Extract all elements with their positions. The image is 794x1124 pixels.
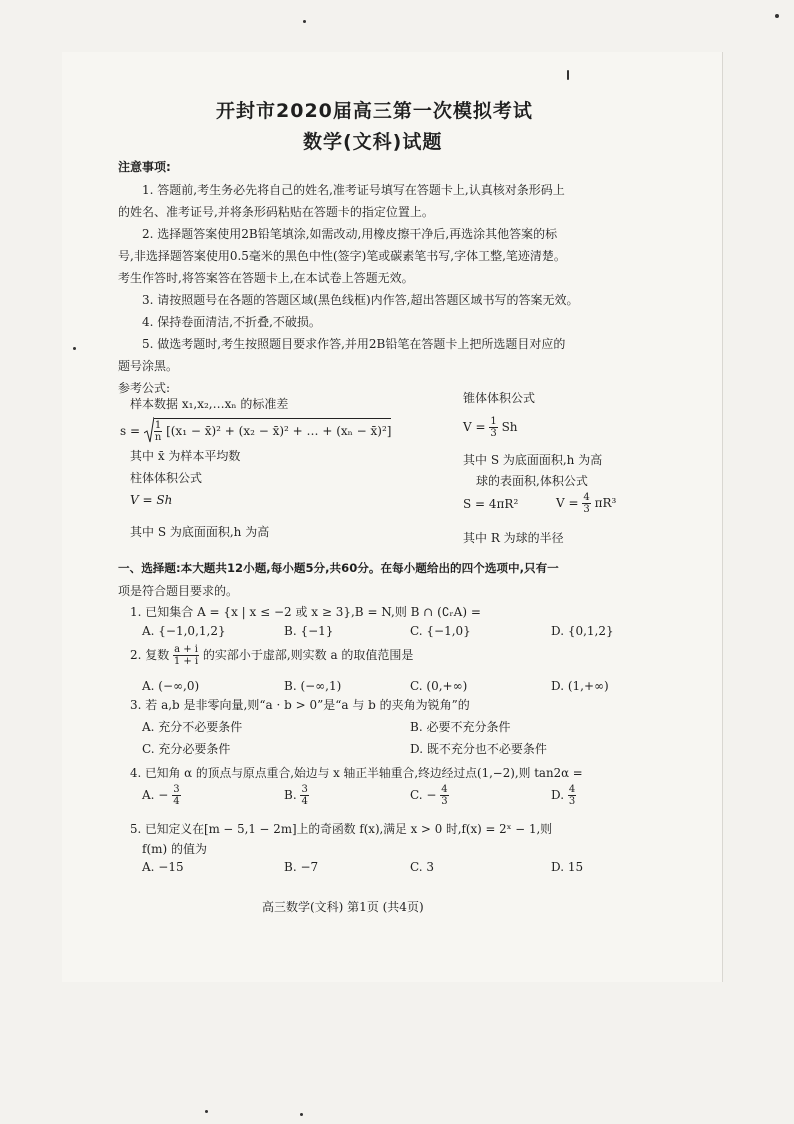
q4-option-d: D. $\frac{4}{3}$ (551, 784, 576, 807)
q5-option-b: B. −7 (284, 860, 319, 874)
note-2a: 2. 选择题答案使用2B铅笔填涂,如需改动,用橡皮擦干净后,再选涂其他答案的标 (142, 227, 558, 241)
q4-stem: 4. 已知角 α 的顶点与原点重合,始边与 x 轴正半轴重合,终边经过点(1,−2),则 tan2α = (130, 766, 583, 780)
q1-stem: 1. 已知集合 A = {x | x ≤ −2 或 x ≥ 3},B = N,则 B ∩ (∁ᵣA) = (130, 605, 481, 619)
note-5a: 5. 做选考题时,考生按照题目要求作答,并用2B铅笔在答题卡上把所选题目对应的 (142, 337, 566, 351)
sqrt-radical (144, 417, 154, 446)
q2-fraction: $\frac{a + i}{1 + i}$ (173, 644, 199, 667)
scan-speck (775, 14, 779, 18)
std-dev-formula (120, 417, 391, 446)
q3-option-a: A. 充分不必要条件 (142, 720, 243, 734)
q2-option-a: A. (−∞,0) (142, 679, 200, 693)
scan-speck (567, 70, 569, 80)
note-2b: 号,非选择题答案使用0.5毫米的黑色中性(签字)笔或碳素笔书写,字体工整,笔迹清楚。 (118, 249, 566, 263)
section1-heading: 一、选择题:本大题共12小题,每小题5分,共60分。在每小题给出的四个选项中,只有一 (118, 561, 559, 575)
q4-option-a: A. − $\frac{3}{4}$ (142, 784, 180, 807)
sqrt-sign-icon (144, 417, 154, 443)
cone-note-b: 球的表面积,体积公式 (476, 474, 588, 488)
note-3: 3. 请按照题号在各题的答题区域(黑色线框)内作答,超出答题区域书写的答案无效。 (142, 293, 579, 307)
cylinder-formula: V = Sh (130, 493, 173, 507)
sphere-fraction: $\frac{4}{3}$ (583, 492, 590, 515)
q2-option-d: D. (1,+∞) (551, 679, 609, 693)
note-5b: 题号涂黑。 (118, 359, 179, 373)
q3-option-b: B. 必要不充分条件 (410, 720, 511, 734)
exam-subtitle: 数学(文科)试题 (303, 131, 443, 153)
cone-note-a: 其中 S 为底面面积,h 为高 (463, 453, 603, 467)
std-dev-body: [(x₁ − x̄)² + (x₂ − x̄)² + … + (xₙ − x̄)²] (166, 424, 392, 438)
q5-stem: 5. 已知定义在[m − 5,1 − 2m]上的奇函数 f(x),满足 x > 0 时,f(x) = 2ˣ − 1,则 (130, 822, 553, 836)
note-1a: 1. 答题前,考生务必先将自己的姓名,准考证号填写在答题卡上,认真核对条形码上 (142, 183, 565, 197)
q2-option-b: B. (−∞,1) (284, 679, 342, 693)
exam-title: 开封市2020届高三第一次模拟考试 (216, 100, 533, 122)
page-footer: 高三数学(文科) 第1页 (共4页) (262, 900, 424, 914)
scan-speck (73, 347, 76, 350)
cylinder-note: 其中 S 为底面面积,h 为高 (130, 525, 270, 539)
formulas-heading: 参考公式: (118, 381, 171, 395)
scan-speck (205, 1110, 208, 1113)
note-4: 4. 保持卷面清洁,不折叠,不破损。 (142, 315, 321, 329)
q5-option-a: A. −15 (142, 860, 184, 874)
q3-option-c: C. 充分必要条件 (142, 742, 231, 756)
q5-option-c: C. 3 (410, 860, 435, 874)
q4-option-b: B. $\frac{3}{4}$ (284, 784, 308, 807)
sphere-volume: V = $\frac{4}{3}$ πR³ (556, 492, 617, 515)
scan-speck (300, 1113, 303, 1116)
cone-label: 锥体体积公式 (463, 391, 536, 405)
q2-stem: 2. 复数 $\frac{a + i}{1 + i}$ 的实部小于虚部,则实数 a 的取值范围是 (130, 644, 414, 667)
q5-stem-cont: f(m) 的值为 (142, 842, 207, 856)
notes-heading: 注意事项: (118, 160, 171, 174)
q1-option-a: A. {−1,0,1,2} (142, 624, 226, 638)
cone-fraction: $\frac{1}{3}$ (490, 416, 497, 439)
q1-option-d: D. {0,1,2} (551, 624, 614, 638)
std-dev-fraction: $\frac{1}{n}$ (154, 420, 162, 443)
std-dev-lhs: s = (120, 424, 141, 438)
sphere-area: S = 4πR² (463, 497, 519, 511)
q1-option-c: C. {−1,0} (410, 624, 471, 638)
q5-option-d: D. 15 (551, 860, 584, 874)
sphere-note: 其中 R 为球的半径 (463, 531, 564, 545)
q4-option-c: C. − $\frac{4}{3}$ (410, 784, 448, 807)
scan-speck (303, 20, 306, 23)
q2-option-c: C. (0,+∞) (410, 679, 468, 693)
note-1b: 的姓名、准考证号,并将条形码粘贴在答题卡的指定位置上。 (118, 205, 434, 219)
q3-option-d: D. 既不充分也不必要条件 (410, 742, 547, 756)
std-dev-label: 样本数据 x₁,x₂,…xₙ 的标准差 (130, 397, 289, 411)
q3-stem: 3. 若 a,b 是非零向量,则“a · b > 0”是“a 与 b 的夹角为锐角”的 (130, 698, 470, 712)
section1-heading-cont: 项是符合题目要求的。 (118, 584, 239, 598)
q1-option-b: B. {−1} (284, 624, 334, 638)
cylinder-label: 柱体体积公式 (130, 471, 203, 485)
std-dev-note: 其中 x̄ 为样本平均数 (130, 449, 241, 463)
cone-formula: V = $\frac{1}{3}$ Sh (463, 416, 518, 439)
note-2c: 考生作答时,将答案答在答题卡上,在本试卷上答题无效。 (118, 271, 414, 285)
